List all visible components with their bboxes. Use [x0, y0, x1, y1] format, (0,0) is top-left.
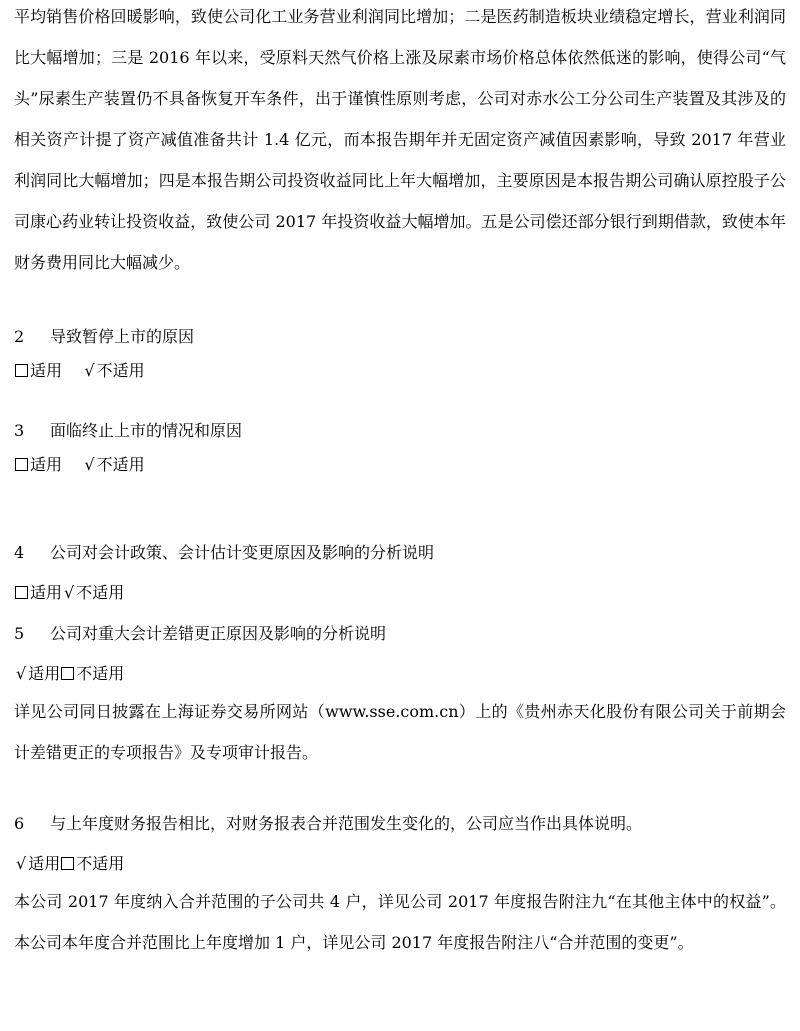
section-2 [14, 320, 786, 388]
section-number: 4 [14, 543, 25, 562]
option-not-applicable: 不适用 [96, 361, 145, 380]
applicability-options [14, 448, 786, 482]
section-5 [14, 617, 786, 773]
section-title: 面临终止上市的情况和原因 [50, 421, 243, 440]
section-heading [14, 414, 786, 448]
section-title: 与上年度财务报告相比，对财务报表合并范围发生变化的，公司应当作出具体说明。 [50, 814, 643, 833]
section-title: 公司对会计政策、会计估计变更原因及影响的分析说明 [50, 543, 435, 562]
section-title: 导致暂停上市的原因 [50, 327, 195, 346]
option-not-applicable: 不适用 [96, 455, 145, 474]
section-heading [14, 536, 786, 570]
section-number: 2 [14, 327, 25, 346]
section-detail: 详见公司同日披露在上海证券交易所网站（www.sse.com.cn）上的《贵州赤天化股份有限公司关于前期会计差错更正的专项报告》及专项审计报告。 [14, 702, 786, 762]
section-number: 6 [14, 814, 25, 833]
section-detail: 本公司 2017 年度纳入合并范围的子公司共 4 户，详见公司 2017 年度报告附注九“在其他主体中的权益”。本公司本年度合并范围比上年度增加 1 户，详见公司 2017 年度报告附注八“合并范围的变更”。 [14, 892, 786, 952]
applicability-options [14, 354, 786, 388]
check-mark-icon: √ [16, 664, 27, 683]
section-heading [14, 320, 786, 354]
applicability-options [14, 576, 786, 610]
option-applicable: 适用 [28, 664, 61, 683]
section-heading [14, 617, 786, 651]
check-mark-icon: √ [16, 854, 27, 873]
option-applicable: 适用 [30, 361, 63, 380]
option-applicable: 适用 [30, 455, 63, 474]
section-heading [14, 807, 786, 841]
check-mark-icon: √ [64, 583, 75, 602]
option-not-applicable: 不适用 [76, 664, 125, 683]
checkbox-unchecked-icon [15, 458, 28, 471]
section-3 [14, 414, 786, 482]
option-not-applicable: 不适用 [76, 854, 125, 873]
section-title: 公司对重大会计差错更正原因及影响的分析说明 [50, 624, 387, 643]
applicability-options [14, 847, 786, 881]
option-applicable: 适用 [30, 583, 63, 602]
check-mark-icon: √ [84, 361, 95, 380]
applicability-options [14, 657, 786, 691]
checkbox-unchecked-icon [61, 857, 74, 870]
document-page [14, 0, 786, 952]
section-4 [14, 536, 786, 610]
checkbox-unchecked-icon [15, 364, 28, 377]
check-mark-icon: √ [84, 455, 95, 474]
option-applicable: 适用 [28, 854, 61, 873]
section-number: 5 [14, 624, 25, 643]
intro-paragraph: 平均销售价格回暖影响，致使公司化工业务营业利润同比增加；二是医药制造板块业绩稳定增长，营业利润同比大幅增加；三是 2016 年以来，受原料天然气价格上涨及尿素市场价格总体依然低迷的影响，使得公司“气头”尿素生产装置仍不具备恢复开车条件，出于谨慎性原则考虑，公司对赤水公工分公司生产装置及其涉及的相关资产计提了资产减值准备共计 1.4 亿元，而本报告期年并无固定资产减值因素影响，导致 2017 年营业利润同比大幅增加；四是本报告期公司投资收益同比上年大幅增加，主要原因是本报告期公司确认原控股子公司康心药业转让投资收益，致使公司 2017 年投资收益大幅增加。五是公司偿还部分银行到期借款，致使本年财务费用同比大幅减少。 [14, 7, 786, 272]
section-6 [14, 807, 786, 963]
section-number: 3 [14, 421, 25, 440]
option-not-applicable: 不适用 [76, 583, 125, 602]
checkbox-unchecked-icon [15, 586, 28, 599]
checkbox-unchecked-icon [61, 667, 74, 680]
